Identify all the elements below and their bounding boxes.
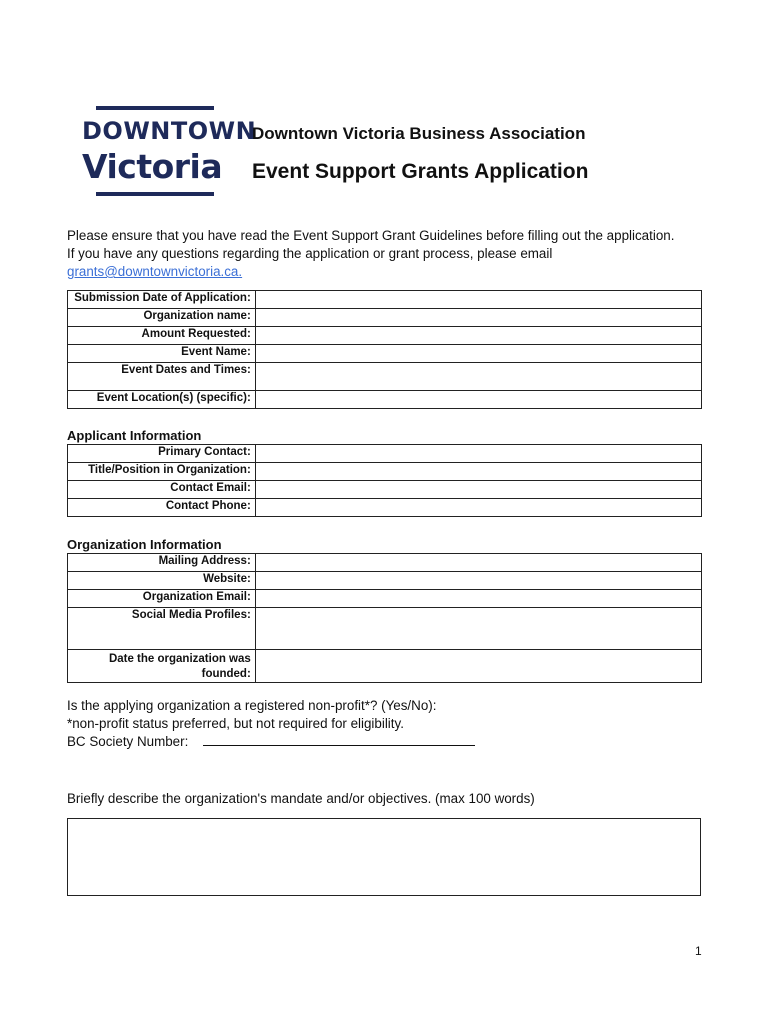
intro-paragraph (67, 227, 707, 281)
mailing-address-field[interactable] (255, 554, 701, 572)
table-row (68, 291, 702, 309)
primary-contact-field[interactable] (255, 445, 701, 463)
date-founded-field[interactable] (255, 650, 701, 683)
event-dates-times-field[interactable] (255, 363, 701, 391)
contact-email-field[interactable] (255, 481, 701, 499)
table-row (68, 327, 702, 345)
table-row (68, 309, 702, 327)
submission-date-field[interactable] (255, 291, 701, 309)
table-row (68, 554, 702, 572)
field-label: Contact Email: (68, 481, 256, 499)
bc-society-number-field[interactable] (203, 745, 475, 746)
logo-line1: DOWNTOWN (82, 117, 257, 145)
contact-phone-field[interactable] (255, 499, 701, 517)
field-label: Social Media Profiles: (68, 608, 256, 650)
table-row (68, 481, 702, 499)
mandate-question: Briefly describe the organization's mandate and/or objectives. (max 100 words) (67, 791, 535, 806)
nonprofit-section (67, 697, 436, 751)
nonprofit-note: *non-profit status preferred, but not required for eligibility. (67, 716, 404, 731)
field-label: Primary Contact: (68, 445, 256, 463)
organization-email-field[interactable] (255, 590, 701, 608)
field-label: Event Name: (68, 345, 256, 363)
website-field[interactable] (255, 572, 701, 590)
table-row (68, 363, 702, 391)
bc-society-number-label: BC Society Number: (67, 734, 189, 749)
field-label: Date the organization was founded: (68, 650, 256, 683)
table-row (68, 499, 702, 517)
field-label: Event Location(s) (specific): (68, 391, 256, 409)
mandate-textarea[interactable] (67, 818, 701, 896)
amount-requested-field[interactable] (255, 327, 701, 345)
table-row (68, 463, 702, 481)
logo-bottom-rule (96, 192, 214, 196)
title-position-field[interactable] (255, 463, 701, 481)
event-name-field[interactable] (255, 345, 701, 363)
table-row (68, 608, 702, 650)
organization-name-heading: Downtown Victoria Business Association (252, 124, 586, 143)
logo-top-rule (96, 106, 214, 110)
grants-email-link[interactable]: grants@downtownvictoria.ca. (67, 264, 243, 279)
table-row (68, 445, 702, 463)
field-label: Organization Email: (68, 590, 256, 608)
event-location-field[interactable] (255, 391, 701, 409)
applicant-information-table (67, 444, 702, 517)
page-title: Event Support Grants Application (252, 160, 589, 183)
table-row (68, 345, 702, 363)
page-number: 1 (695, 944, 702, 958)
organization-information-heading: Organization Information (67, 537, 222, 552)
field-label: Submission Date of Application: (68, 291, 256, 309)
table-row (68, 391, 702, 409)
logo-line2: Victoria (82, 147, 223, 186)
field-label: Website: (68, 572, 256, 590)
field-label: Amount Requested: (68, 327, 256, 345)
table-row (68, 650, 702, 683)
table-row (68, 590, 702, 608)
social-media-profiles-field[interactable] (255, 608, 701, 650)
event-details-table (67, 290, 702, 409)
nonprofit-question: Is the applying organization a registered non-profit*? (Yes/No): (67, 698, 437, 713)
applicant-information-heading: Applicant Information (67, 428, 202, 443)
organization-name-field[interactable] (255, 309, 701, 327)
field-label: Mailing Address: (68, 554, 256, 572)
field-label: Title/Position in Organization: (68, 463, 256, 481)
organization-information-table (67, 553, 702, 683)
downtown-victoria-logo (82, 106, 257, 198)
table-row (68, 572, 702, 590)
intro-line-2: If you have any questions regarding the application or grant process, please email (67, 246, 553, 261)
field-label: Contact Phone: (68, 499, 256, 517)
field-label: Event Dates and Times: (68, 363, 256, 391)
intro-line-1: Please ensure that you have read the Event Support Grant Guidelines before filling out the application. (67, 228, 675, 243)
field-label: Organization name: (68, 309, 256, 327)
